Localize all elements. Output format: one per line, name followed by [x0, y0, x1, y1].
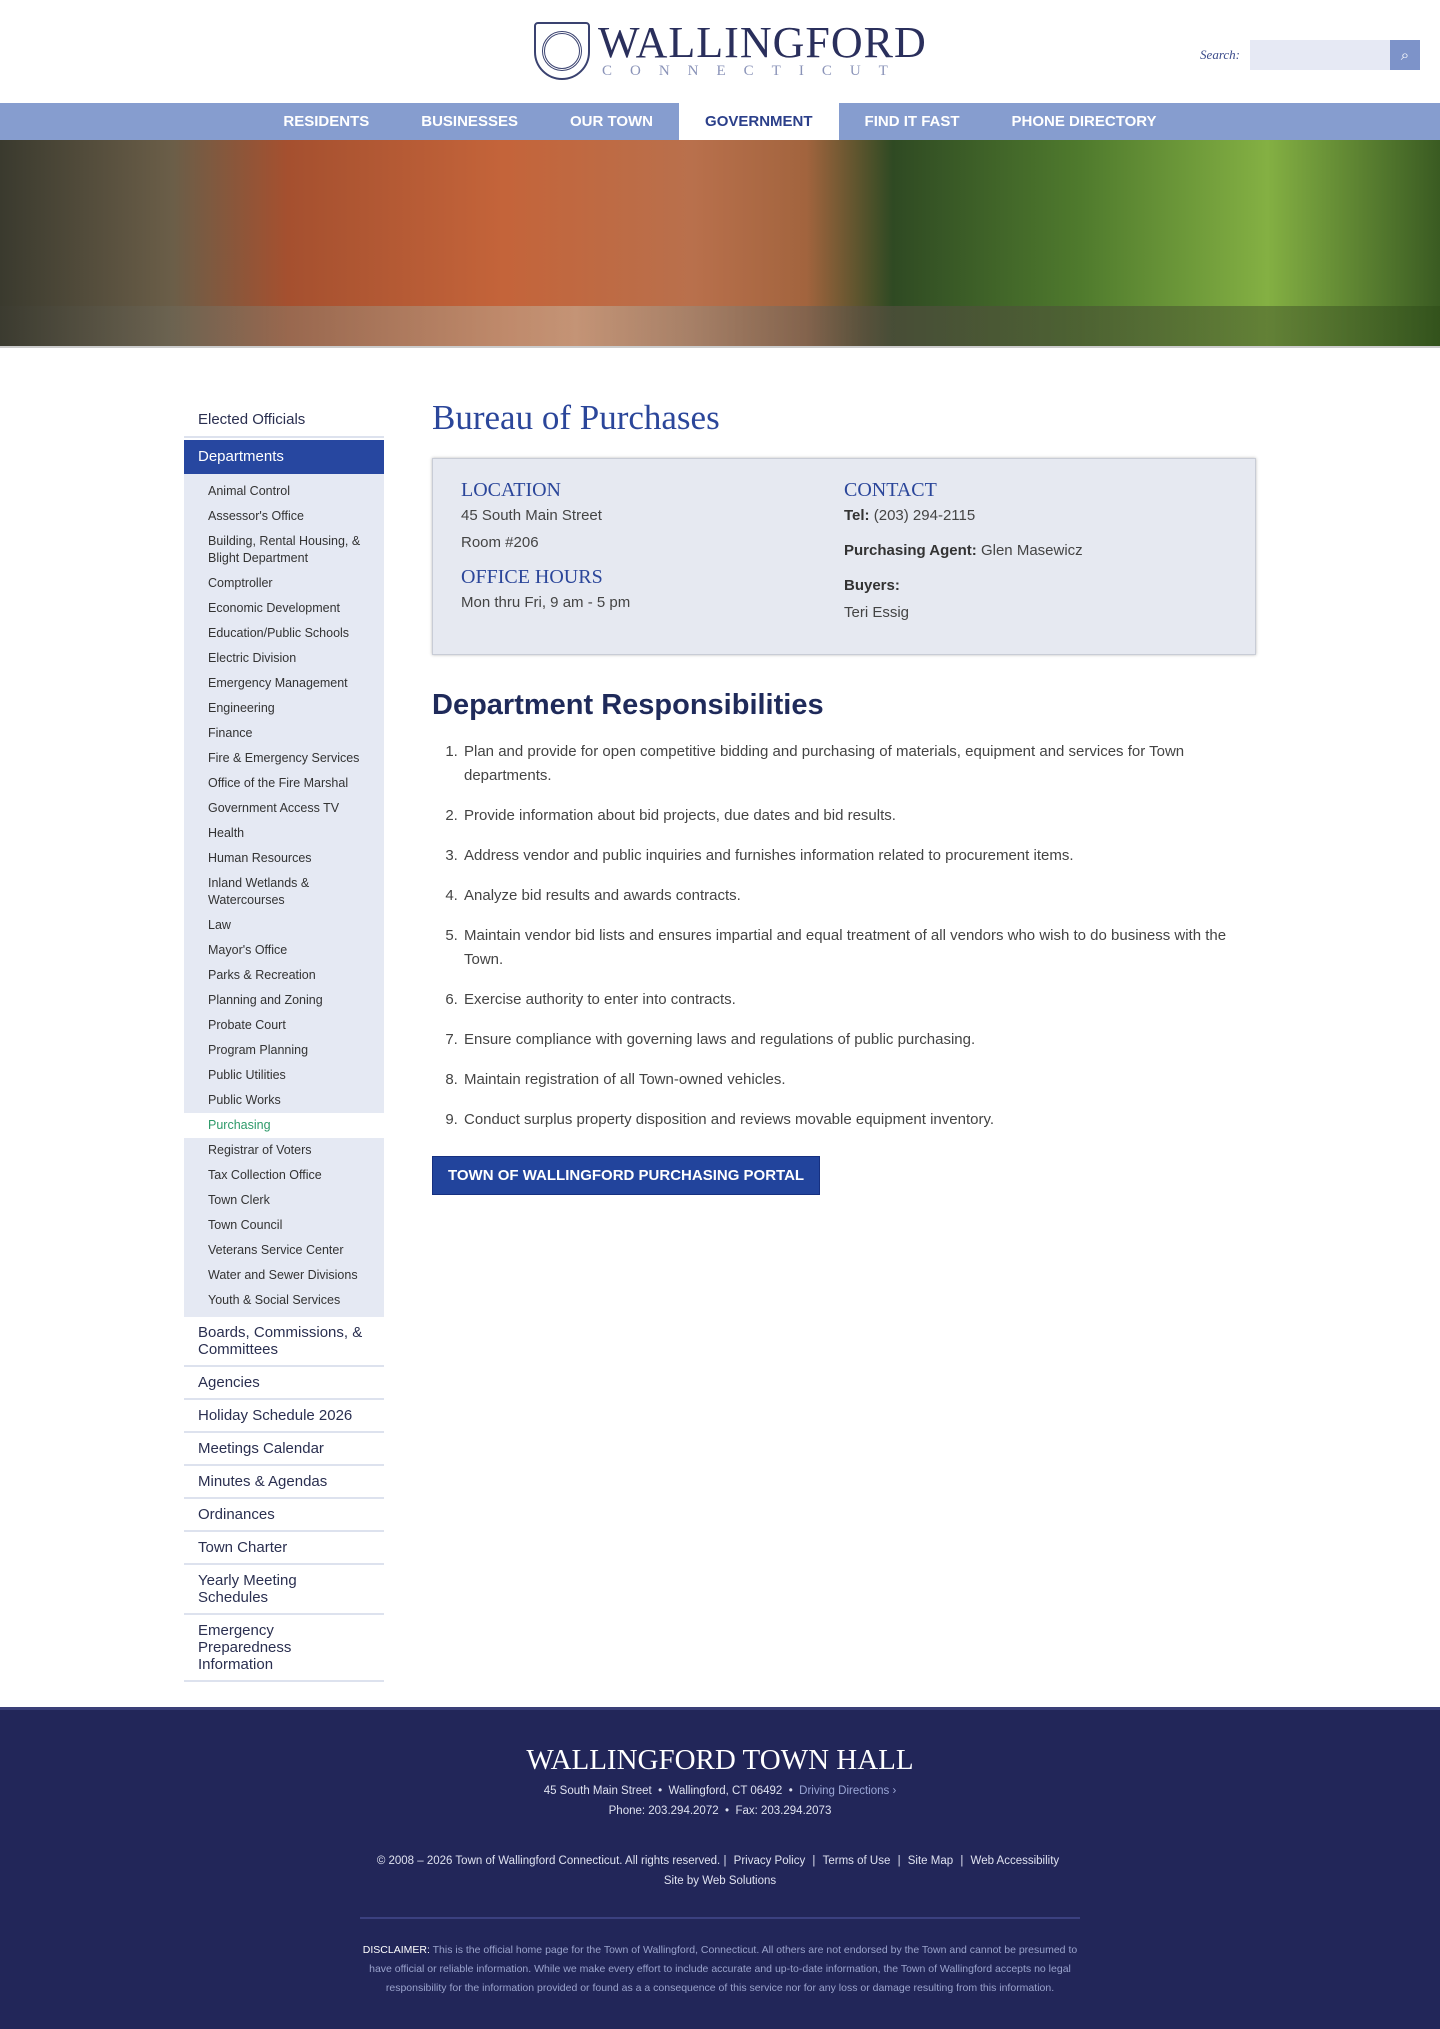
footer-city: Wallingford, CT 06492: [668, 1785, 783, 1797]
sidebar-item-veterans-service-center[interactable]: Veterans Service Center: [208, 1243, 344, 1257]
sidebar-item-meetings-calendar[interactable]: Meetings Calendar: [184, 1433, 384, 1466]
sidebar-item-education-public-schools[interactable]: Education/Public Schools: [208, 626, 350, 640]
search-input[interactable]: [1250, 40, 1390, 70]
agent-value: Glen Masewicz: [980, 542, 1083, 559]
address-line-2: Room #206: [461, 534, 539, 551]
sidebar-item-health[interactable]: Health: [208, 826, 245, 840]
sidebar-item-water-and-sewer-divisions[interactable]: Water and Sewer Divisions: [208, 1268, 358, 1282]
footer-link-web-accessibility[interactable]: Web Accessibility: [970, 1855, 1060, 1867]
hero-banner-image: [0, 140, 1440, 348]
sidebar-item-finance[interactable]: Finance: [208, 726, 253, 740]
footer-link-terms-of-use[interactable]: Terms of Use: [822, 1855, 891, 1867]
nav-phone-directory[interactable]: PHONE DIRECTORY: [1011, 113, 1157, 130]
buyers-label: Buyers:: [844, 577, 900, 594]
sidebar-item-ordinances[interactable]: Ordinances: [184, 1499, 384, 1532]
sidebar-item-town-council[interactable]: Town Council: [208, 1218, 283, 1232]
main-content: [432, 398, 1256, 1195]
responsibility-item: 9. Conduct surplus property disposition and reviews movable equipment inventory.: [462, 1108, 1256, 1132]
site-footer: WALLINGFORD TOWN HALL 45 South Main Street • Wallingford, CT 06492 • Driving Directions › Phone: 203.294.2072 • Fax: 203.294.2073 © 2008 – 2026 Town of Wallingford Connecticut. All rights reserved. | Privacy Policy | Terms of Use | Site Map | Web Accessibility Site by Web Solutions DISCLAIMER: This is the official home page for the Town of Wallingford, Connecticut. All others are not endorsed by the Town and cannot be presumed to have official or reliable information. While we make every effort to include accurate and up-to-date information, the Town of Wallingford accepts no legal responsibility for the information provided or found as a a consequence of this service nor for any loss or damage resulting from this information.: [0, 1707, 1440, 2029]
tel-label: Tel:: [844, 507, 870, 524]
sidebar-item-program-planning[interactable]: Program Planning: [208, 1043, 309, 1057]
address-line-1: 45 South Main Street: [461, 507, 602, 524]
responsibility-item: 4. Analyze bid results and awards contracts.: [462, 884, 1256, 908]
sidebar-item-human-resources[interactable]: Human Resources: [208, 851, 312, 865]
search-icon: ⌕: [1400, 46, 1410, 64]
nav-businesses[interactable]: BUSINESSES: [421, 113, 518, 130]
sidebar-item-electric-division[interactable]: Electric Division: [208, 651, 297, 665]
responsibility-item: 5. Maintain vendor bid lists and ensures impartial and equal treatment of all vendors who wish to do business with the Town.: [462, 924, 1256, 972]
sidebar-item-town-clerk[interactable]: Town Clerk: [208, 1193, 270, 1207]
nav-our-town[interactable]: OUR TOWN: [569, 113, 654, 130]
sidebar-item-fire-emergency-services[interactable]: Fire & Emergency Services: [208, 751, 360, 765]
search-label: Search:: [1200, 47, 1240, 62]
main-nav: [0, 103, 1440, 140]
responsibility-item: 6. Exercise authority to enter into contracts.: [462, 988, 1256, 1012]
driving-directions-link[interactable]: Driving Directions ›: [799, 1785, 897, 1797]
sidebar-item-building-rental-housing-blight-department[interactable]: Building, Rental Housing, & Blight Department: [208, 534, 361, 565]
footer-link-site-map[interactable]: Site Map: [907, 1855, 954, 1867]
purchasing-portal-button[interactable]: TOWN OF WALLINGFORD PURCHASING PORTAL: [432, 1156, 820, 1195]
logo-subtitle: CONNECTICUT: [602, 62, 906, 79]
site-credit-link[interactable]: Site by Web Solutions: [663, 1875, 777, 1887]
footer-street: 45 South Main Street: [543, 1785, 652, 1797]
footer-fax: Fax: 203.294.2073: [735, 1805, 832, 1817]
sidebar-item-registrar-of-voters[interactable]: Registrar of Voters: [208, 1143, 312, 1157]
footer-link-privacy-policy[interactable]: Privacy Policy: [733, 1855, 806, 1867]
responsibility-item: 3. Address vendor and public inquiries and furnishes information related to procurement items.: [462, 844, 1256, 868]
sidebar-item-tax-collection-office[interactable]: Tax Collection Office: [208, 1168, 322, 1182]
town-seal-icon: [534, 22, 590, 80]
sidebar-item-economic-development[interactable]: Economic Development: [208, 601, 341, 615]
purchasing-agent: [844, 537, 1227, 564]
search-form: [1200, 40, 1420, 70]
sidebar-item-agencies[interactable]: Agencies: [184, 1367, 384, 1400]
sidebar-item-youth-social-services[interactable]: Youth & Social Services: [208, 1293, 341, 1307]
site-header: [0, 0, 1440, 103]
sidebar-item-assessor-s-office[interactable]: Assessor's Office: [208, 509, 304, 523]
sidebar-item-animal-control[interactable]: Animal Control: [208, 484, 290, 498]
sidebar-item-government-access-tv[interactable]: Government Access TV: [208, 801, 340, 815]
responsibilities-heading: Department Responsibilities: [432, 689, 824, 721]
site-logo[interactable]: [534, 17, 927, 80]
nav-government[interactable]: GOVERNMENT: [679, 103, 839, 140]
departments-list: [184, 474, 384, 1317]
footer-divider: [360, 1917, 1080, 1919]
sidebar-item-minutes-agendas[interactable]: Minutes & Agendas: [184, 1466, 384, 1499]
tel: [844, 502, 1227, 529]
logo-title: WALLINGFORD: [598, 17, 927, 67]
buyers: Teri Essig: [844, 604, 910, 621]
sidebar-item-probate-court[interactable]: Probate Court: [208, 1018, 286, 1032]
agent-label: Purchasing Agent:: [844, 542, 977, 559]
sidebar-item-emergency-preparedness-information[interactable]: Emergency Preparedness Information: [184, 1615, 384, 1682]
page-title: Bureau of Purchases: [432, 398, 720, 437]
responsibility-item: 1. Plan and provide for open competitive bidding and purchasing of materials, equipment and services for Town departments.: [462, 740, 1256, 788]
hours-heading: OFFICE HOURS: [461, 566, 603, 588]
sidebar-item-parks-recreation[interactable]: Parks & Recreation: [208, 968, 316, 982]
info-box: [432, 458, 1256, 655]
sidebar-item-emergency-management[interactable]: Emergency Management: [208, 676, 348, 690]
sidebar-item-elected-officials[interactable]: Elected Officials: [184, 404, 384, 438]
disclaimer-label: DISCLAIMER:: [362, 1944, 430, 1956]
sidebar-item-law[interactable]: Law: [208, 918, 231, 932]
sidebar-item-holiday-schedule-2026[interactable]: Holiday Schedule 2026: [184, 1400, 384, 1433]
nav-find-it-fast[interactable]: FIND IT FAST: [864, 113, 960, 130]
sidebar-item-mayor-s-office[interactable]: Mayor's Office: [208, 943, 288, 957]
sidebar-item-office-of-the-fire-marshal[interactable]: Office of the Fire Marshal: [208, 776, 349, 790]
sidebar-item-planning-and-zoning[interactable]: Planning and Zoning: [208, 993, 323, 1007]
sidebar-item-engineering[interactable]: Engineering: [208, 701, 275, 715]
copyright: © 2008 – 2026 Town of Wallingford Connecticut. All rights reserved.: [376, 1855, 721, 1867]
sidebar-item-public-utilities[interactable]: Public Utilities: [208, 1068, 286, 1082]
sidebar-item-boards-commissions-committees[interactable]: Boards, Commissions, & Committees: [184, 1317, 384, 1367]
tel-value: (203) 294-2115: [873, 507, 976, 524]
nav-residents[interactable]: RESIDENTS: [283, 113, 370, 130]
disclaimer: [360, 1941, 1080, 1998]
sidebar-item-yearly-meeting-schedules[interactable]: Yearly Meeting Schedules: [184, 1565, 384, 1615]
responsibilities-list: [432, 740, 1256, 1132]
office-hours: Mon thru Fri, 9 am - 5 pm: [461, 594, 631, 611]
sidebar-item-departments[interactable]: Departments: [184, 440, 384, 474]
footer-title: WALLINGFORD TOWN HALL: [526, 1744, 914, 1776]
location-heading: LOCATION: [461, 479, 561, 501]
sidebar-item-purchasing[interactable]: Purchasing: [184, 1113, 384, 1138]
sidebar-item-comptroller[interactable]: Comptroller: [208, 576, 273, 590]
disclaimer-text: This is the official home page for the Town of Wallingford, Connecticut. All others are not endorsed by the Town and cannot be presumed to have official or reliable information. While we make every effort to include accurate and up-to-date information, the Town of Wallingford accepts no legal responsibility for the information provided or found as a a consequence of this service nor for any loss or damage resulting from this information.: [369, 1944, 1078, 1994]
sidebar-item-town-charter[interactable]: Town Charter: [184, 1532, 384, 1565]
sidebar-item-inland-wetlands-watercourses[interactable]: Inland Wetlands & Watercourses: [208, 876, 310, 907]
contact-heading: CONTACT: [844, 479, 937, 501]
footer-phone: Phone: 203.294.2072: [608, 1805, 719, 1817]
search-button[interactable]: [1390, 40, 1420, 70]
responsibility-item: 7. Ensure compliance with governing laws and regulations of public purchasing.: [462, 1028, 1256, 1052]
responsibility-item: 8. Maintain registration of all Town-owned vehicles.: [462, 1068, 1256, 1092]
sidebar-item-public-works[interactable]: Public Works: [208, 1093, 281, 1107]
responsibility-item: 2. Provide information about bid projects, due dates and bid results.: [462, 804, 1256, 828]
sidebar: [184, 404, 384, 1682]
